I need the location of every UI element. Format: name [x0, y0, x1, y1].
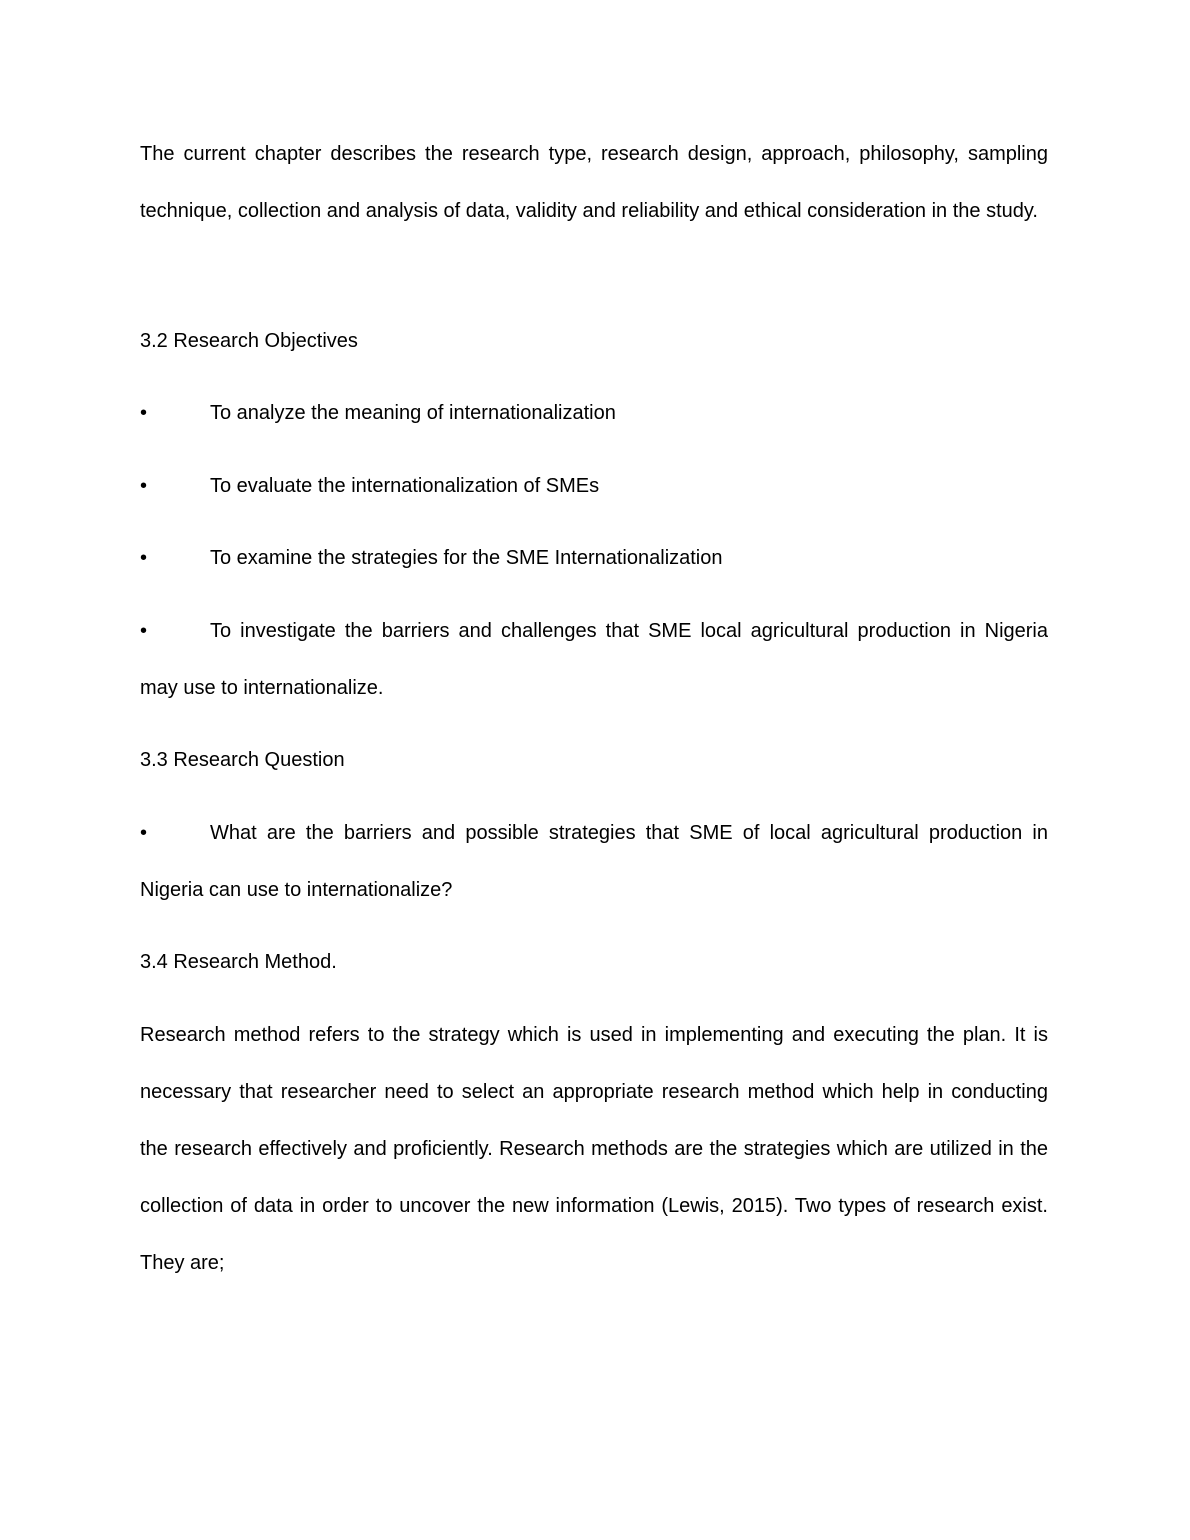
objective-text: To investigate the barriers and challenges that SME local agricultural production in Nigeria may use to internationalize.: [140, 620, 1048, 699]
bullet-icon: •: [140, 822, 148, 844]
method-heading: 3.4 Research Method.: [140, 951, 337, 973]
objective-item: [140, 544, 1048, 572]
bullet-icon: •: [140, 475, 148, 497]
objective-text: To evaluate the internationalization of SMEs: [210, 475, 600, 497]
intro-paragraph: The current chapter describes the research type, research design, approach, philosophy, sampling technique, collection and analysis of data, validity and reliability and ethical consideration in the study.: [140, 143, 1048, 222]
question-text: What are the barriers and possible strategies that SME of local agricultural production in Nigeria can use to internationalize?: [140, 822, 1048, 901]
objective-item: [140, 603, 1048, 717]
objectives-heading: 3.2 Research Objectives: [140, 330, 358, 352]
bullet-icon: •: [140, 620, 148, 642]
bullet-icon: •: [140, 402, 148, 424]
objective-text: To analyze the meaning of internationalization: [210, 402, 616, 424]
objective-item: [140, 399, 1048, 427]
objective-text: To examine the strategies for the SME Internationalization: [210, 547, 723, 569]
bullet-icon: •: [140, 547, 148, 569]
question-heading: 3.3 Research Question: [140, 749, 345, 771]
objective-item: [140, 472, 1048, 500]
method-paragraph: Research method refers to the strategy which is used in implementing and executing the plan. It is necessary that researcher need to select an appropriate research method which help in conducting the research effectively and proficiently. Research methods are the strategies which are utilized in the collection of data in order to uncover the new information (Lewis, 2015). Two types of research exist. They are;: [140, 1024, 1048, 1274]
question-item: [140, 805, 1048, 919]
